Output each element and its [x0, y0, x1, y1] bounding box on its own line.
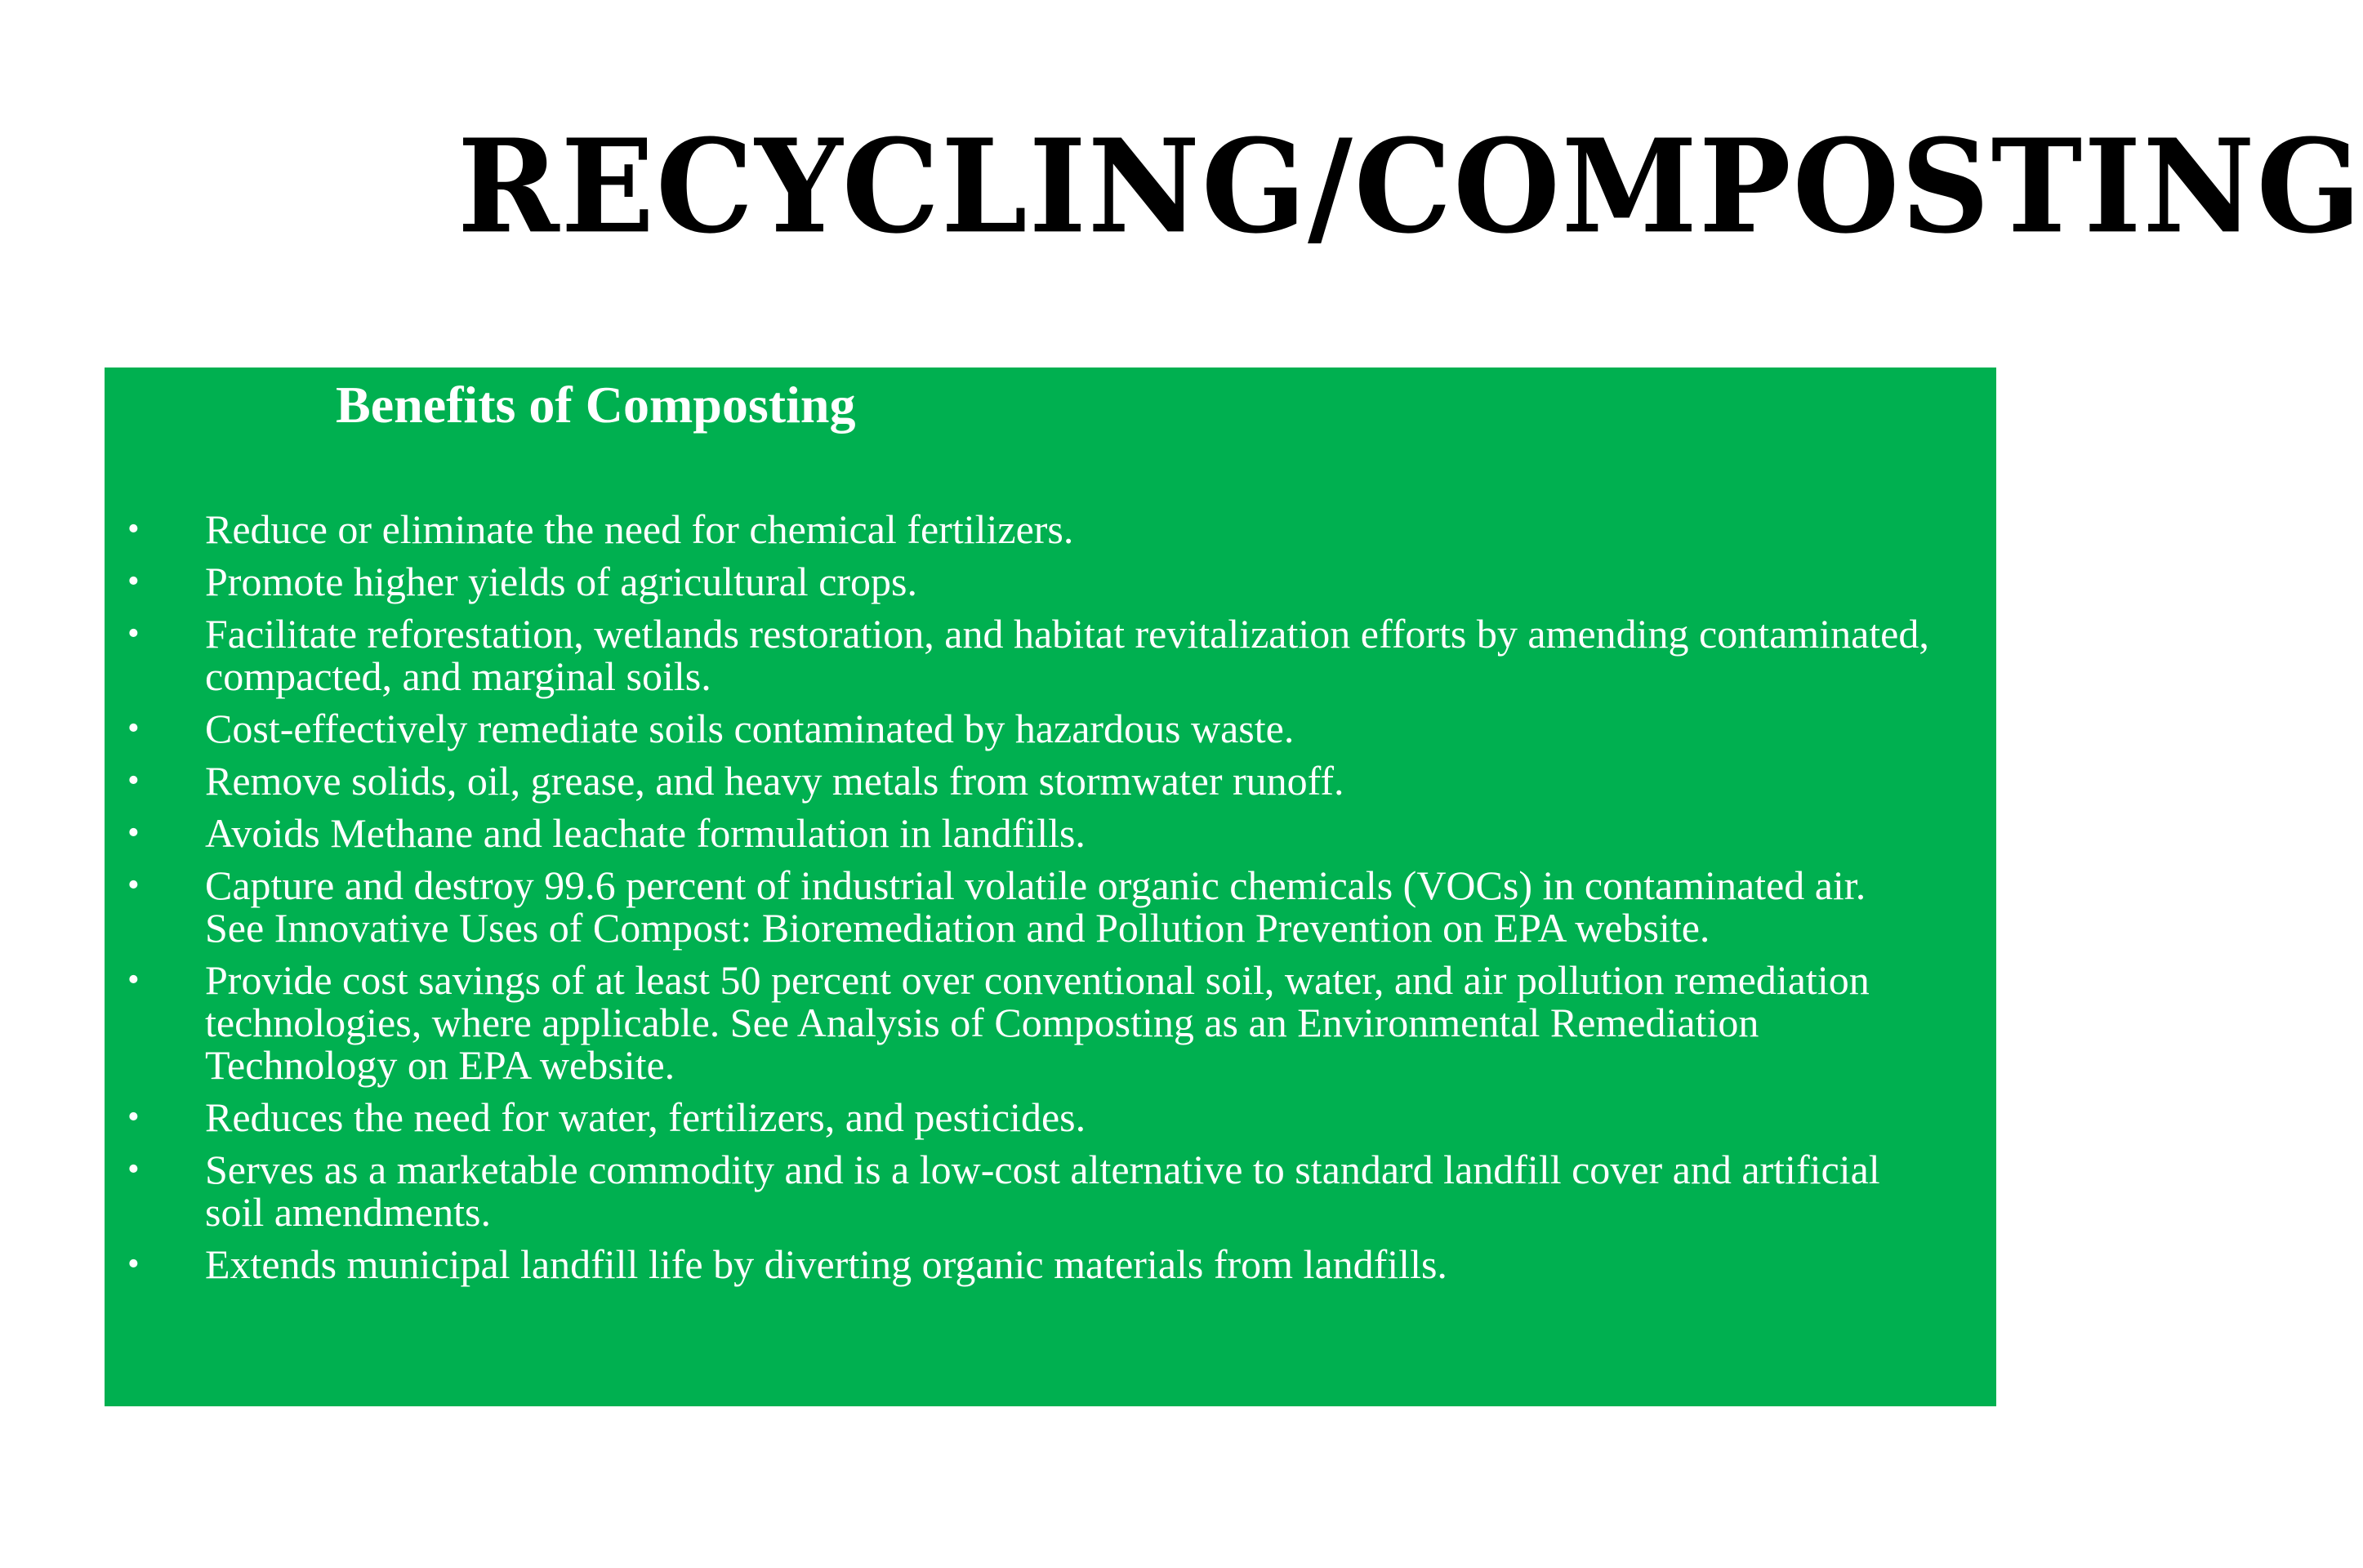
bullet-icon: • [127, 1245, 140, 1283]
bullet-text: Extends municipal landfill life by diverting organic materials from landfills. [205, 1241, 1447, 1287]
bullet-text: Serves as a marketable commodity and is a low-cost alternative to standard landfill cover and artificial soil amendments. [205, 1147, 1880, 1235]
slide-title: RECYCLING/COMPOSTING [457, 111, 2363, 263]
bullet-text: Promote higher yields of agricultural crops. [205, 559, 917, 604]
bullet-text: Cost-effectively remediate soils contaminated by hazardous waste. [205, 706, 1295, 751]
list-item [105, 959, 1983, 1086]
bullet-icon: • [127, 510, 140, 548]
bullet-text: Avoids Methane and leachate formulation in landfills. [205, 810, 1086, 856]
list-item [105, 864, 1983, 949]
list-item [105, 760, 1983, 802]
bullet-text: Provide cost savings of at least 50 percent over conventional soil, water, and air pollution remediation technologies, where applicable. See Analysis of Composting as an Environmental Remediation Technology on EPA website. [205, 957, 1870, 1088]
benefits-box [105, 368, 1996, 1406]
bullet-icon: • [127, 615, 140, 653]
bullet-icon: • [127, 961, 140, 999]
list-item [105, 812, 1983, 854]
bullet-text: Reduce or eliminate the need for chemical fertilizers. [205, 506, 1074, 552]
bullet-icon: • [127, 866, 140, 904]
bullet-text: Capture and destroy 99.6 percent of industrial volatile organic chemicals (VOCs) in contaminated air. See Innovative Uses of Compost: Bioremediation and Pollution Prevention on EPA website. [205, 862, 1866, 951]
bullet-icon: • [127, 1098, 140, 1136]
bullet-icon: • [127, 563, 140, 600]
benefits-list [105, 508, 1983, 1295]
list-item [105, 612, 1983, 697]
bullet-icon: • [127, 814, 140, 852]
list-item [105, 707, 1983, 750]
bullet-text: Reduces the need for water, fertilizers, and pesticides. [205, 1094, 1086, 1140]
bullet-text: Facilitate reforestation, wetlands restoration, and habitat revitalization efforts by amending contaminated, compacted, and marginal soils. [205, 611, 1929, 699]
list-item [105, 1096, 1983, 1138]
list-item [105, 1243, 1983, 1285]
bullet-text: Remove solids, oil, grease, and heavy metals from stormwater runoff. [205, 758, 1344, 804]
list-item [105, 560, 1983, 603]
bullet-icon: • [127, 710, 140, 747]
bullet-icon: • [127, 1151, 140, 1188]
bullet-icon: • [127, 762, 140, 800]
benefits-heading: Benefits of Composting [336, 376, 856, 434]
list-item [105, 1148, 1983, 1233]
list-item [105, 508, 1983, 550]
